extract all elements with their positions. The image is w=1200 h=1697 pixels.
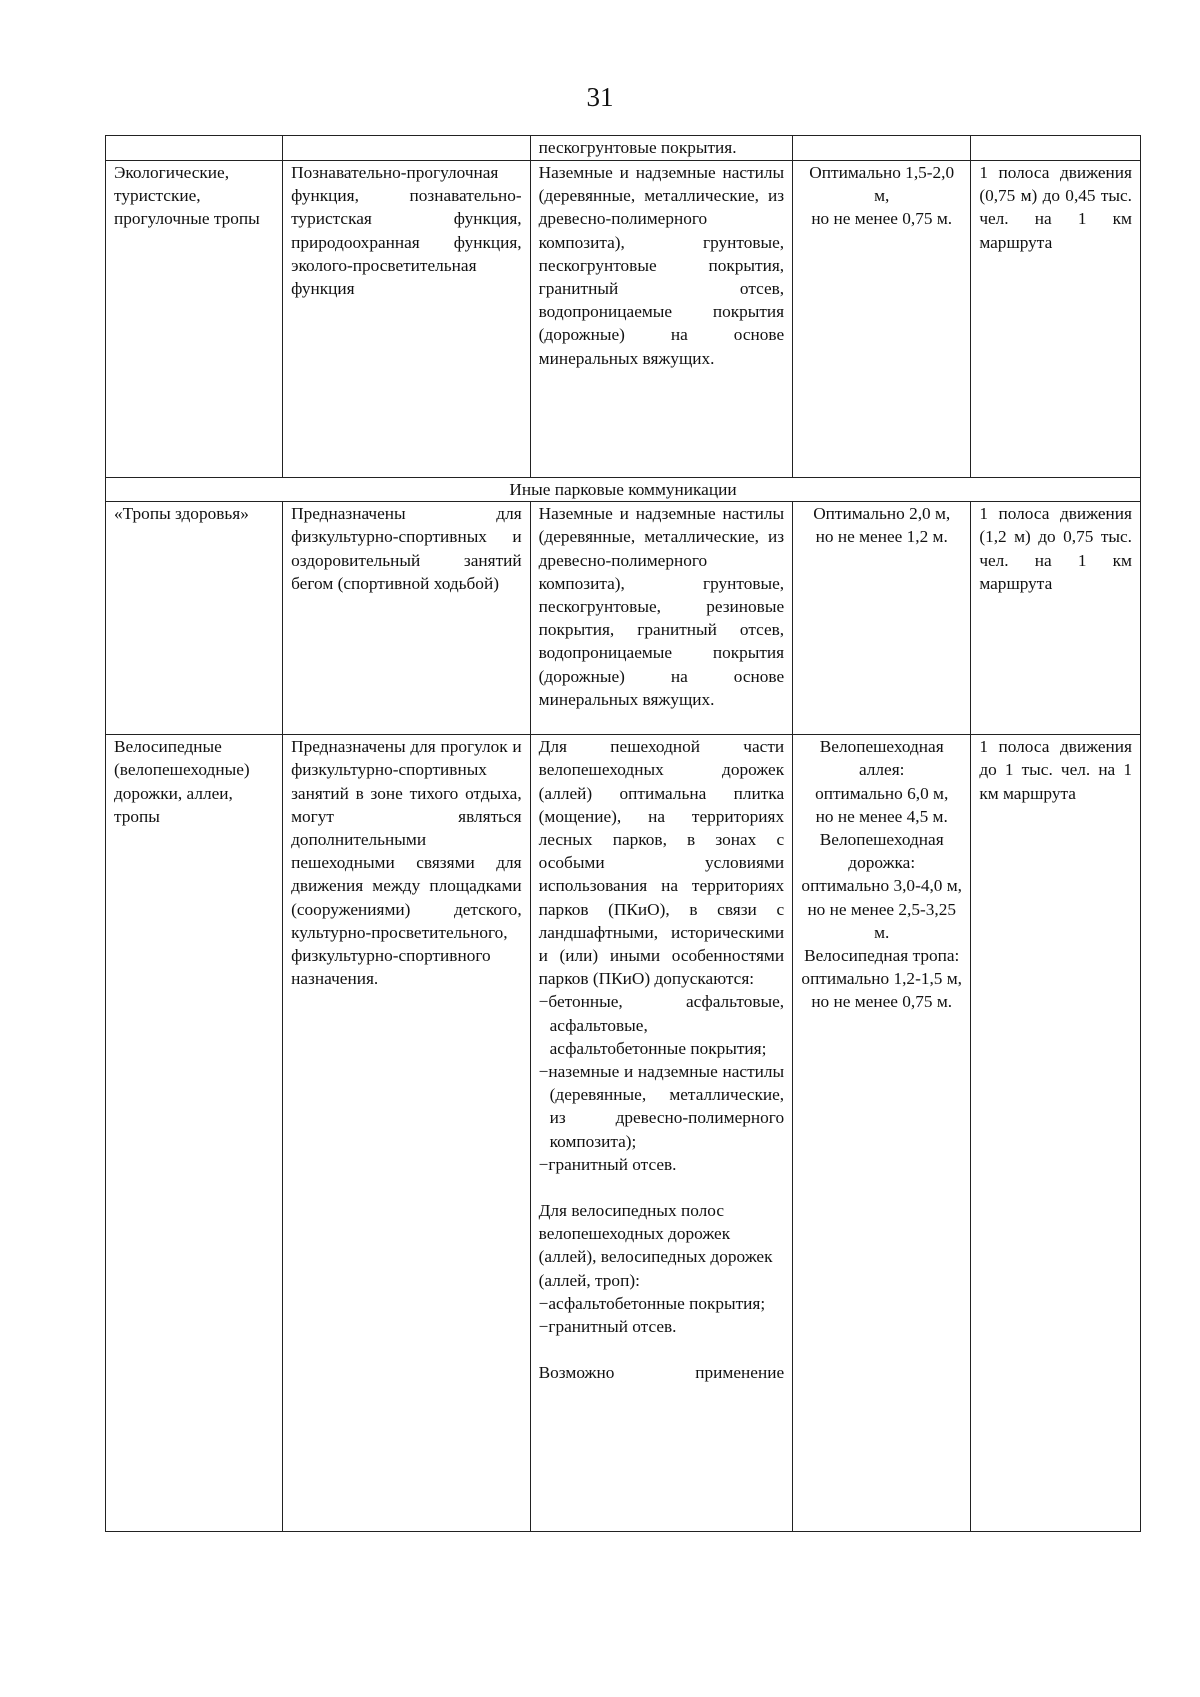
health-width-min: но не менее 1,2 м. (815, 527, 948, 547)
eco-capacity-cell: 1 полоса движения (0,75 м) до 0,45 тыс. чел. на 1 км маршрута (971, 161, 1141, 478)
cont-name-cell (106, 136, 283, 161)
eco-name-cell: Экологические, туристские, прогулочные тропы (106, 161, 283, 478)
bike-name-cell: Велосипедные (велопешеходные) дорожки, аллеи, тропы (106, 735, 283, 1532)
list-item: − гранитный отсев. (539, 1153, 784, 1176)
eco-surface-cell: Наземные и надземные настилы (деревянные, металлические, из древесно-полимерного композита), грунтовые, пескогрунтовые покрытия, гранитный отсев, водопроницаемые покрытия (дорожные) на основе минеральных вяжущих. (530, 161, 792, 478)
table-row-eco-trails (106, 161, 1141, 478)
health-width-cell (793, 502, 971, 735)
page-number: 31 (586, 82, 614, 112)
bike-width-line: оптимально 6,0 м, (815, 783, 949, 803)
eco-width-cell (793, 161, 971, 478)
eco-width-min: но не менее 0,75 м. (811, 209, 953, 229)
bike-surface-tail: Возможно применение (538, 1363, 785, 1383)
list-item: − гранитный отсев. (539, 1315, 784, 1338)
cont-width-cell (793, 136, 971, 161)
cont-capacity-cell (971, 136, 1141, 161)
health-function-cell: Предназначены для физкультурно-спортивных и оздоровительный занятий бегом (спортивной ходьбой) (283, 502, 531, 735)
health-capacity-cell: 1 полоса движения (1,2 м) до 0,75 тыс. чел. на 1 км маршрута (971, 502, 1141, 735)
bike-width-line: Велосипедная тропа: (804, 946, 960, 966)
table-row-continuation (106, 136, 1141, 161)
table-row-bike-paths (106, 735, 1141, 1532)
section-title: Иные парковые коммуникации (106, 478, 1141, 502)
health-width-optimal: Оптимально 2,0 м, (813, 504, 951, 524)
bike-capacity-cell: 1 полоса движения до 1 тыс. чел. на 1 км маршрута (971, 735, 1141, 1532)
bike-function-cell: Предназначены для прогулок и физкультурно-спортивных занятий в зоне тихого отдыха, могут являться дополнительными пешеходными связями для движения между площадками (сооружениями) детского, культурно-просветительного, физкультурно-спортивного назначения. (283, 735, 531, 1532)
parks-communications-table (105, 135, 1141, 1532)
bike-surface-intro: Для пешеходной части велопешеходных дорожек (аллей) оптимальна плитка (мощение), на территориях лесных парков, в зонах с особыми условиями использования на территориях парков (ПКиО), в связи с ландшафтными, историческими и (или) иными особенностями парков (ПКиО) допускаются: (538, 737, 785, 989)
health-surface-cell: Наземные и надземные настилы (деревянные, металлические, из древесно-полимерного композита), грунтовые, пескогрунтовые, резиновые покрытия, гранитный отсев, водопроницаемые покрытия (дорожные) на основе минеральных вяжущих. (530, 502, 792, 735)
table-row-health-trails (106, 502, 1141, 735)
cont-surface-cell: пескогрунтовые покрытия. (530, 136, 792, 161)
eco-function-cell: Познавательно-прогулочная функция, познавательно-туристская функция, природоохранная функция, эколого-просветительная функция (283, 161, 531, 478)
eco-width-optimal: Оптимально 1,5-2,0 м, (809, 163, 955, 206)
bike-width-cell (793, 735, 971, 1532)
bike-surface-intro-2: Для велосипедных полос велопешеходных дорожек (аллей), велосипедных дорожек (аллей, троп): (538, 1201, 773, 1290)
section-header-row (106, 478, 1141, 502)
bike-width-line: оптимально 1,2-1,5 м, (801, 969, 962, 989)
bike-width-line: оптимально 3,0-4,0 м, (801, 876, 962, 896)
bike-surface-cell (530, 735, 792, 1532)
cont-function-cell (283, 136, 531, 161)
bike-width-line: Велопешеходная дорожка: (819, 830, 944, 873)
list-item: − асфальтобетонные покрытия; (539, 1292, 784, 1315)
bike-width-line: но не менее 0,75 м. (811, 992, 953, 1012)
list-item: − наземные и надземные настилы (деревянные, металлические, из древесно-полимерного композита); (539, 1060, 784, 1153)
bike-surface-list-2 (539, 1292, 784, 1338)
health-name-cell: «Тропы здоровья» (106, 502, 283, 735)
list-item: − бетонные, асфальтовые, асфальтовые, асфальтобетонные покрытия; (539, 990, 784, 1060)
bike-width-line: но не менее 4,5 м. (815, 806, 948, 826)
bike-width-line: но не менее 2,5-3,25 м. (807, 899, 956, 942)
bike-width-line: Велопешеходная аллея: (819, 737, 944, 780)
bike-surface-list-1 (539, 990, 784, 1176)
